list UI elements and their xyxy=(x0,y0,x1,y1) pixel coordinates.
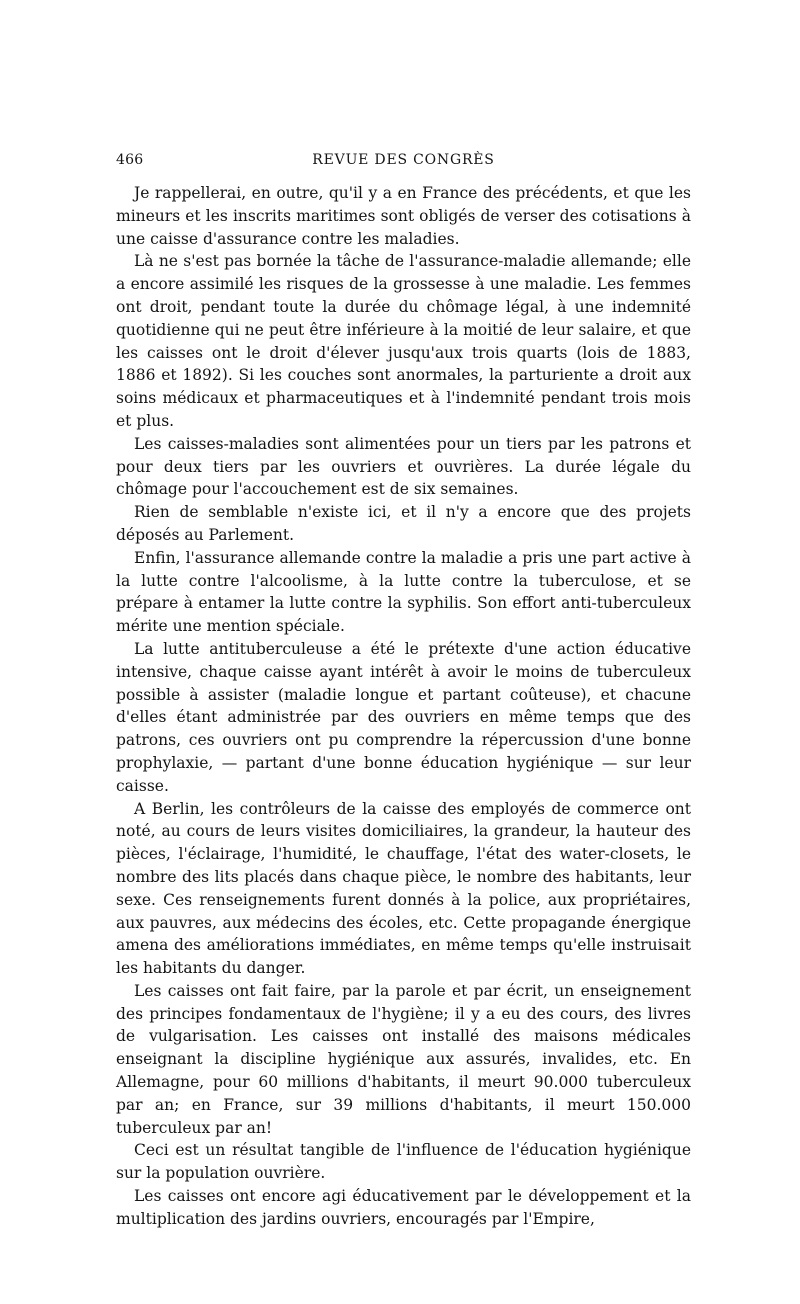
paragraph: Rien de semblable n'existe ici, et il n'y a encore que des projets déposés au Parlement. xyxy=(116,503,691,544)
paragraph: Les caisses ont encore agi éducativement par le développement et la multiplication des jardins ouvriers, encouragés par l'Empire, xyxy=(116,1187,691,1228)
paragraph: Les caisses-maladies sont alimentées pour un tiers par les patrons et pour deux tiers par les ouvriers et ouvrières. La durée légale du chômage pour l'accouchement est de six semaines. xyxy=(116,434,691,499)
paragraph: Les caisses ont fait faire, par la parole et par écrit, un enseignement des principes fondamentaux de l'hygiène; il y a eu des cours, des livres de vulgarisation. Les caisses ont installé des maisons médicales enseignant la discipline hygiénique aux assurés, invalides, etc. En Allemagne, pour 60 millions d'habitants, il meurt 90.000 tuberculeux par an; en France, sur 39 millions d'habitants, il meurt 150.000 tuberculeux par an! xyxy=(116,981,691,1137)
paragraph: Enfin, l'assurance allemande contre la maladie a pris une part active à la lutte contre l'alcoolisme, à la lutte contre la tuberculose, et se prépare à entamer la lutte contre la syphilis. Son effort anti-tuberculeux mérite une mention spéciale. xyxy=(116,548,691,636)
paragraph: A Berlin, les contrôleurs de la caisse des employés de commerce ont noté, au cours de leurs visites domiciliaires, la grandeur, la hauteur des pièces, l'éclairage, l'humidité, le chauffage, l'état des water-closets, le nombre des lits placés dans chaque pièce, le nombre des habitants, leur sexe. Ces renseignements furent donnés à la police, aux propriétaires, aux pauvres, aux médecins des écoles, etc. Cette propagande énergique amena des améliorations immédiates, en même temps qu'elle instruisait les habitants du danger. xyxy=(116,799,691,978)
page-number: 466 xyxy=(116,152,144,168)
body-text xyxy=(116,182,691,1231)
paragraph: Ceci est un résultat tangible de l'influence de l'éducation hygiénique sur la population ouvrière. xyxy=(116,1141,691,1183)
paragraph: Je rappellerai, en outre, qu'il y a en France des précédents, et que les mineurs et les inscrits maritimes sont obligés de verser des cotisations à une caisse d'assurance contre les maladies. xyxy=(116,184,691,248)
page-header xyxy=(116,148,691,172)
paragraph: La lutte antituberculeuse a été le prétexte d'une action éducative intensive, chaque caisse ayant intérêt à avoir le moins de tuberculeux possible à assister (maladie longue et partant coûteuse), et chacune d'elles étant administrée par des ouvriers en même temps que des patrons, ces ouvriers ont pu comprendre la répercussion d'une bonne prophylaxie, — partant d'une bonne éducation hygiénique — sur leur caisse. xyxy=(116,639,691,795)
paragraph: Là ne s'est pas bornée la tâche de l'assurance-maladie allemande; elle a encore assimilé les risques de la grossesse à une maladie. Les femmes ont droit, pendant toute la durée du chômage légal, à une indemnité quotidienne qui ne peut être inférieure à la moitié de leur salaire, et que les caisses ont le droit d'élever jusqu'aux trois quarts (lois de 1883, 1886 et 1892). Si les couches sont anormales, la parturiente a droit aux soins médicaux et pharmaceutiques et à l'indemnité pendant trois mois et plus. xyxy=(116,252,691,430)
running-title: REVUE DES CONGRÈS xyxy=(312,152,495,168)
